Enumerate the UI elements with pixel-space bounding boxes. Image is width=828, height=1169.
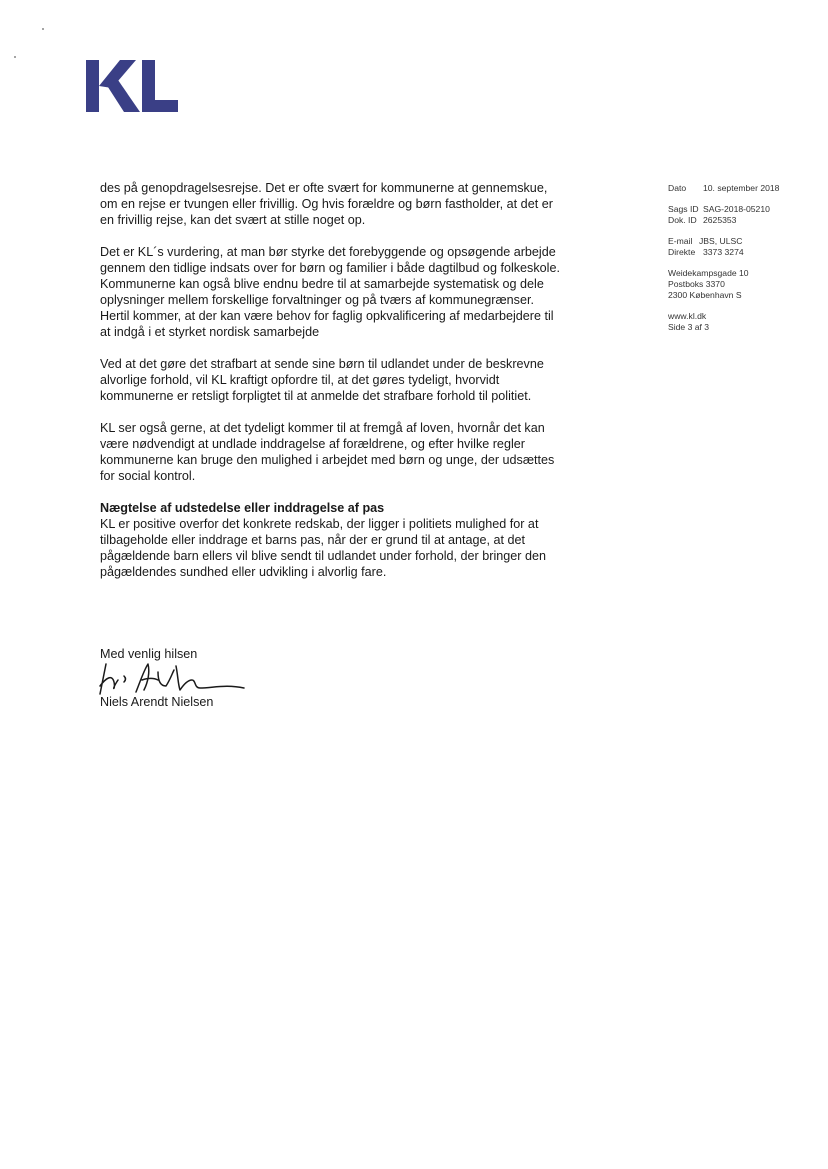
- letter-metadata: [668, 183, 818, 343]
- email-row: [668, 236, 818, 247]
- date-value: 10. september 2018: [703, 183, 780, 193]
- section-paragraph: KL er positive overfor det konkrete redskab, der ligger i politiets mulighed for at tilbageholde eller inddrage et barns pas, når der er grund til at antage, at det pågældende barn ellers vil blive sendt til udlandet under forhold, der bringer den pågældendes sundhed eller udvikling i alvorlig fare.: [100, 517, 546, 579]
- signer-name: Niels Arendt Nielsen: [100, 695, 214, 709]
- body-paragraph: des på genopdragelsesrejse. Det er ofte svært for kommunerne at gennemskue, om en rejse er tvungen eller frivillig. Og hvis forældre og børn fastholder, at det er en frivillig rejse, kan det svært at stille noget op.: [100, 181, 553, 227]
- date-group: [668, 183, 818, 194]
- direct-phone-label: Direkte: [668, 247, 696, 257]
- address-box: Postboks 3370: [668, 279, 725, 289]
- section-heading: Nægtelse af udstedelse eller inddragelse af pas: [100, 501, 385, 515]
- contact-group: [668, 236, 818, 258]
- date-label: Dato: [668, 183, 687, 193]
- salutation: Med venlig hilsen: [100, 647, 198, 661]
- address-group: [668, 268, 818, 301]
- email-label: E-mail: [668, 236, 693, 246]
- page-number: Side 3 af 3: [668, 322, 710, 332]
- body-paragraph: KL ser også gerne, at det tydeligt kommer til at fremgå af loven, hvornår det kan være nødvendigt at undlade inddragelse af forældrene, og efter hvilke regler kommunerne kan bruge den mulighed i arbejdet med børn og unge, der udsættes for social kontrol.: [100, 421, 555, 483]
- handwritten-signature: [96, 656, 246, 698]
- address-street: Weidekampsgade 10: [668, 268, 749, 278]
- direct-phone-row: [668, 247, 818, 258]
- body-paragraph: Ved at det gøre det strafbart at sende sine børn til udlandet under de beskrevne alvorlige forhold, vil KL kraftigt opfordre til, at det gøres tydeligt, hvorvidt kommunerne er retsligt forpligtet til at anmelde det strafbare forhold til politiet.: [100, 357, 544, 403]
- id-group: [668, 204, 818, 226]
- kl-logo: [84, 58, 184, 114]
- email-value: JBS, ULSC: [699, 236, 743, 246]
- date-row: [668, 183, 818, 194]
- website-link[interactable]: www.kl.dk: [668, 311, 707, 321]
- body-paragraph: Det er KL´s vurdering, at man bør styrke det forebyggende og opsøgende arbejde gennem den tidlige indsats over for børn og familier i både dagtilbud og folkeskole. Kommunerne kan også blive endnu bedre til at samarbejde systematisk og dele oplysninger mellem forskellige forvaltninger og på tværs af kommunegrænser. Hertil kommer, at der kan være behov for faglig opkvalificering af medarbejdere til at indgå i et styrket nordisk samarbejde: [100, 245, 560, 339]
- doc-id-value: 2625353: [703, 215, 737, 225]
- web-group: [668, 311, 818, 333]
- scan-speck: [14, 56, 16, 58]
- case-id-value: SAG-2018-05210: [703, 204, 770, 214]
- doc-id-label: Dok. ID: [668, 215, 697, 225]
- scan-speck: [42, 28, 44, 30]
- letter-body: [100, 180, 560, 596]
- case-id-label: Sags ID: [668, 204, 699, 214]
- direct-phone-value: 3373 3274: [703, 247, 744, 257]
- case-id-row: [668, 204, 818, 215]
- kl-logo-mark: [84, 58, 184, 114]
- address-city: 2300 København S: [668, 290, 742, 300]
- doc-id-row: [668, 215, 818, 226]
